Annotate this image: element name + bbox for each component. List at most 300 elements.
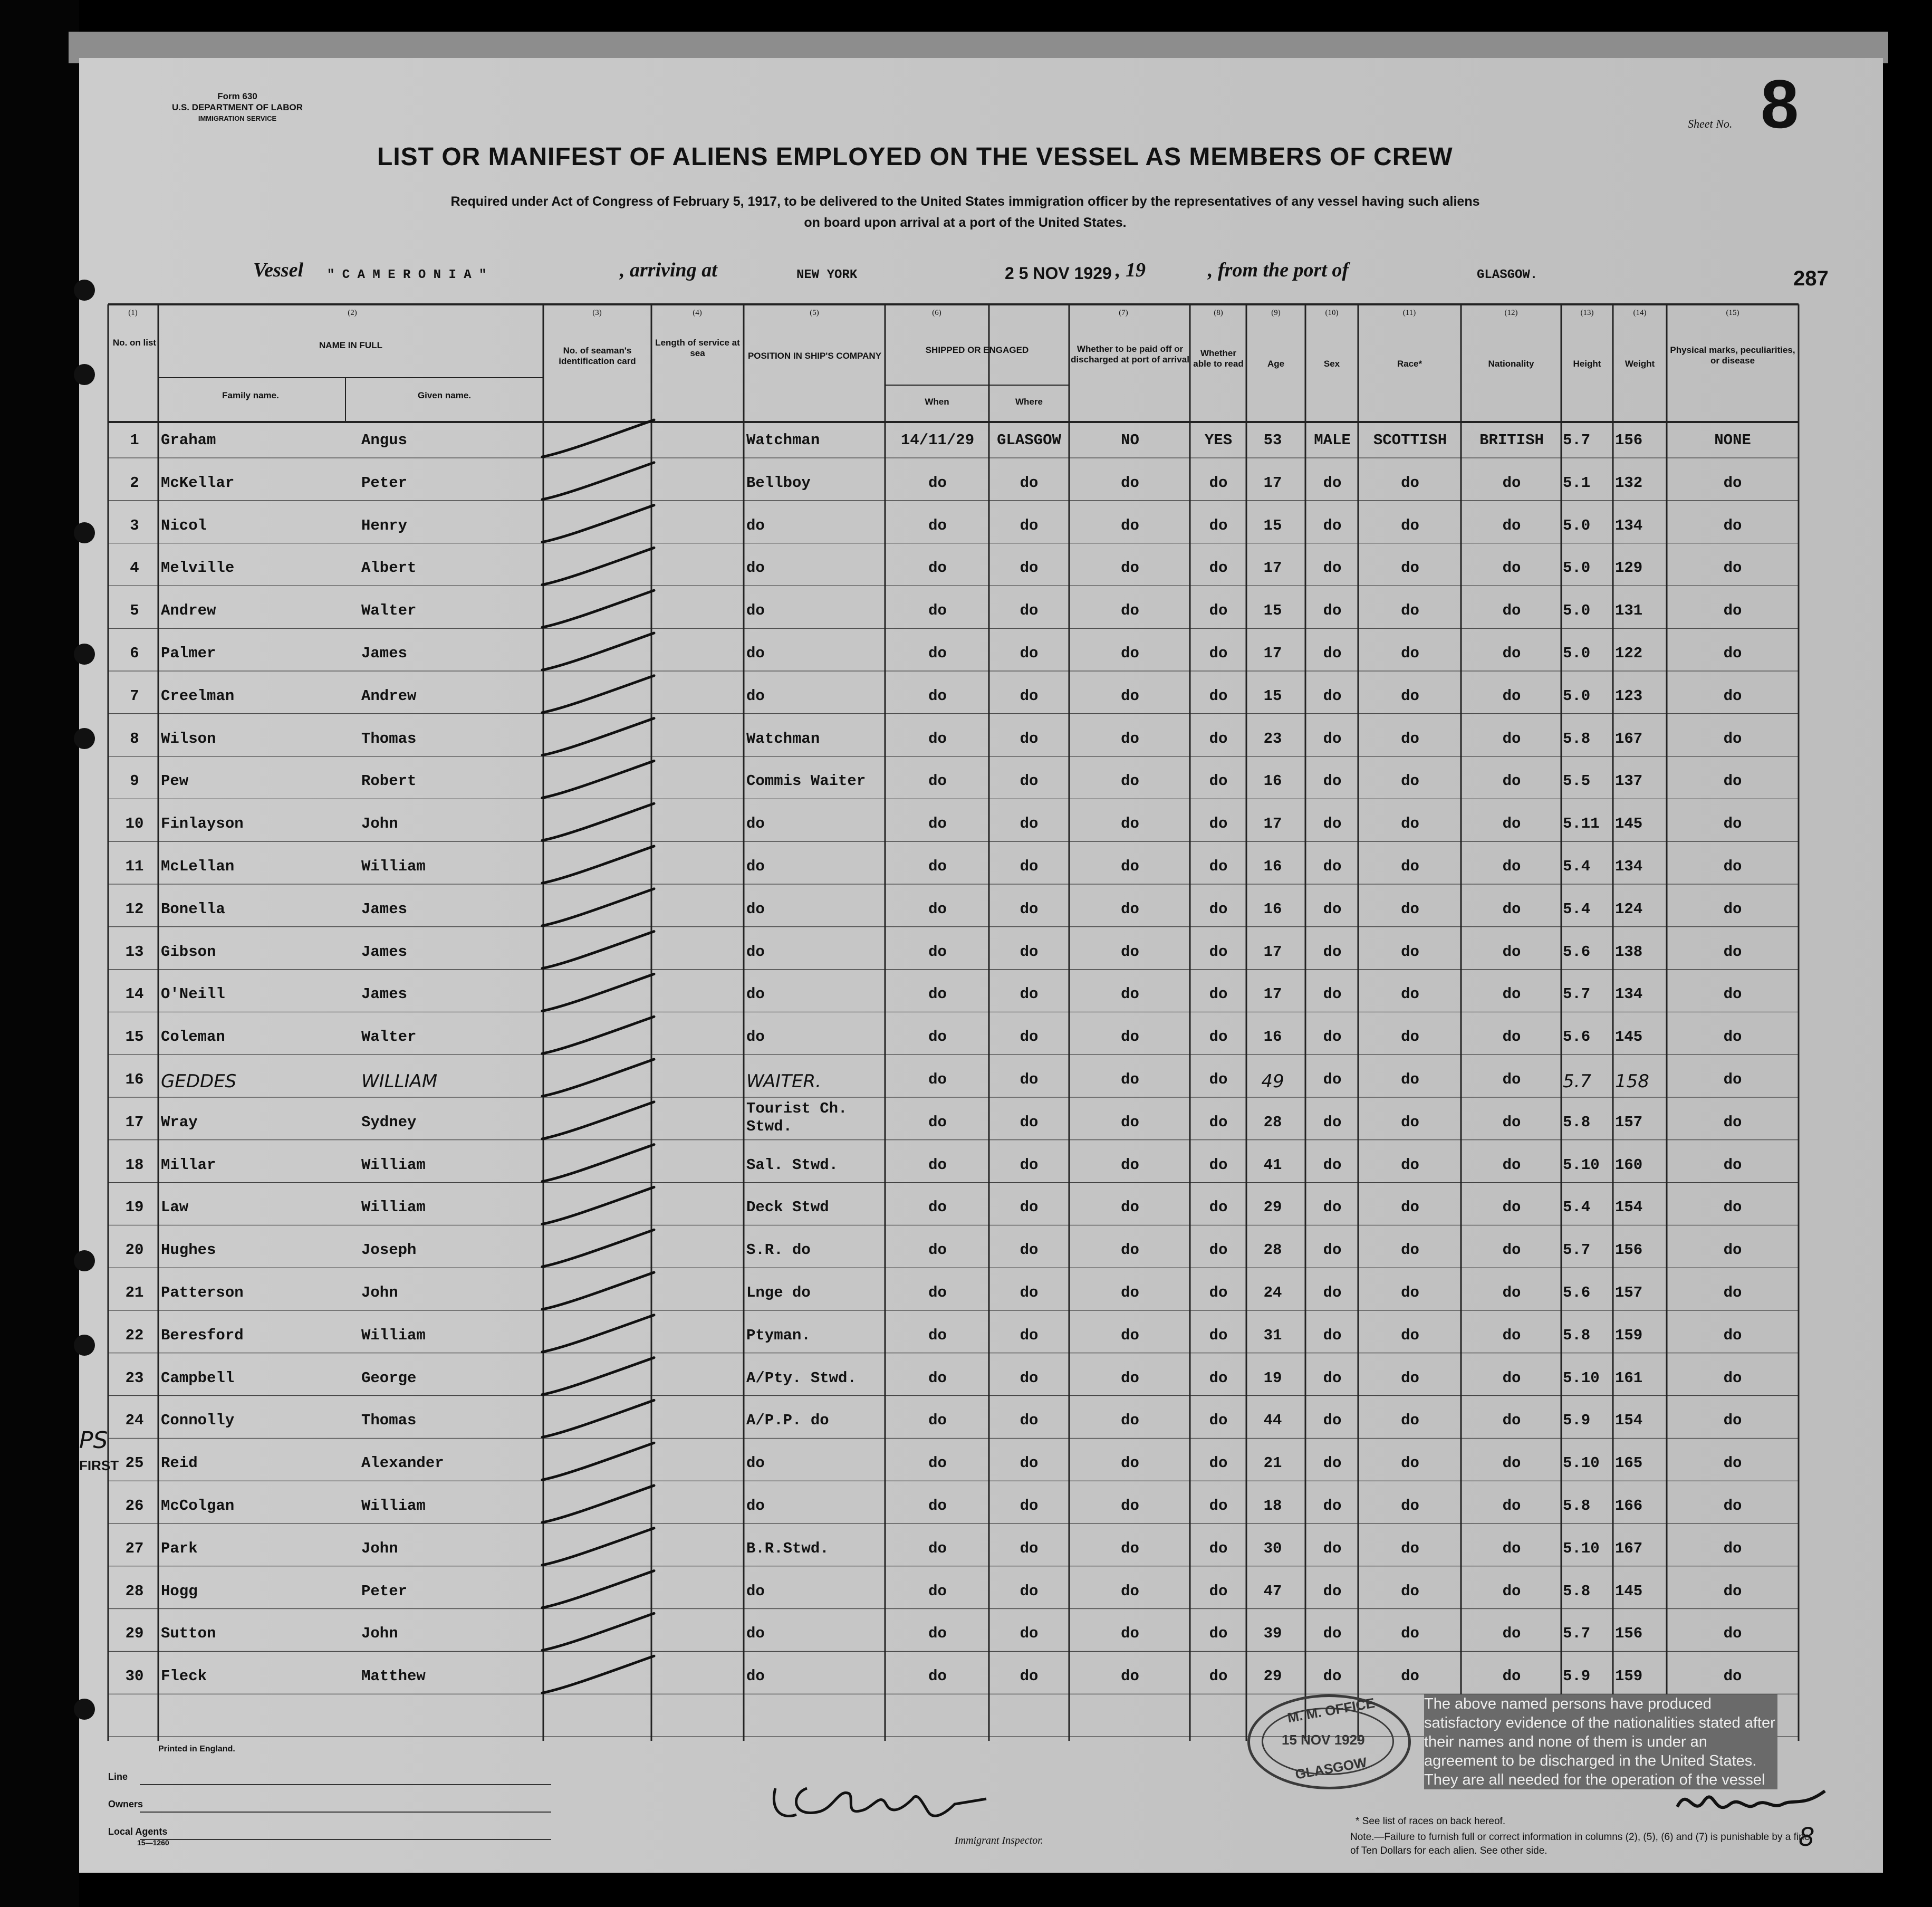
nationality: do xyxy=(1502,900,1521,918)
family-name: Melville xyxy=(161,559,235,577)
height: 5.8 xyxy=(1563,1497,1591,1515)
column-number: (3) xyxy=(592,309,602,317)
position: Lnge do xyxy=(746,1284,811,1301)
shipped-where: do xyxy=(1020,858,1039,875)
shipped-where: do xyxy=(1020,1028,1039,1046)
header-name-in-full: NAME IN FULL xyxy=(319,340,382,350)
stamp-bottom-text: GLASGOW xyxy=(1294,1754,1368,1783)
able-to-read: do xyxy=(1209,1582,1228,1600)
arriving-label: , arriving at xyxy=(620,259,717,281)
position: do xyxy=(746,858,765,875)
paid-off: do xyxy=(1121,1071,1139,1088)
position: do xyxy=(746,943,765,961)
row-number: 16 xyxy=(125,1071,144,1088)
family-name: Fleck xyxy=(161,1668,207,1685)
shipped-where: do xyxy=(1020,1284,1039,1301)
shipped-when: do xyxy=(928,1028,947,1046)
given-name: William xyxy=(361,1199,426,1216)
height: 5.1 xyxy=(1563,474,1591,492)
family-name: Hogg xyxy=(161,1582,198,1600)
position: do xyxy=(746,516,765,534)
given-name: James xyxy=(361,985,408,1003)
family-name: Finlayson xyxy=(161,815,244,833)
age: 41 xyxy=(1263,1156,1282,1174)
age: 29 xyxy=(1263,1199,1282,1216)
able-to-read: do xyxy=(1209,730,1228,748)
nationality: BRITISH xyxy=(1479,432,1544,449)
position: Commis Waiter xyxy=(746,772,866,790)
weight: 131 xyxy=(1615,602,1643,620)
paid-off: do xyxy=(1121,858,1139,875)
inspector-signature-icon xyxy=(760,1767,1002,1836)
able-to-read: do xyxy=(1209,1668,1228,1685)
height: 5.8 xyxy=(1563,730,1591,748)
nationality: do xyxy=(1502,1028,1521,1046)
height: 5.0 xyxy=(1563,645,1591,662)
column-number: (15) xyxy=(1726,309,1739,317)
physical-marks: do xyxy=(1723,1369,1742,1387)
given-name: Angus xyxy=(361,432,408,449)
nationality: do xyxy=(1502,943,1521,961)
family-name: Sutton xyxy=(161,1625,216,1643)
weight: 123 xyxy=(1615,687,1643,705)
shipped-where: do xyxy=(1020,1454,1039,1472)
sex: do xyxy=(1323,985,1342,1003)
race: do xyxy=(1401,1369,1419,1387)
nationality: do xyxy=(1502,474,1521,492)
weight: 132 xyxy=(1615,474,1643,492)
shipped-when: do xyxy=(928,985,947,1003)
sex: do xyxy=(1323,772,1342,790)
given-name: Thomas xyxy=(361,1412,417,1430)
sex: do xyxy=(1323,1497,1342,1515)
sex: do xyxy=(1323,1668,1342,1685)
able-to-read: do xyxy=(1209,1199,1228,1216)
corner-mark: 8 xyxy=(1799,1823,1815,1852)
row-number: 30 xyxy=(125,1668,144,1685)
position: Watchman xyxy=(746,730,820,748)
header-family-name: Family name. xyxy=(222,390,279,400)
family-name: Gibson xyxy=(161,943,216,961)
position: do xyxy=(746,1582,765,1600)
paid-off: do xyxy=(1121,1539,1139,1557)
given-name: Matthew xyxy=(361,1668,426,1685)
able-to-read: do xyxy=(1209,1625,1228,1643)
physical-marks: do xyxy=(1723,1071,1742,1088)
paid-off: do xyxy=(1121,1454,1139,1472)
position: Watchman xyxy=(746,432,820,449)
family-name: Reid xyxy=(161,1454,198,1472)
age: 17 xyxy=(1263,559,1282,577)
given-name: Albert xyxy=(361,559,417,577)
row-number: 11 xyxy=(125,858,144,875)
position: do xyxy=(746,602,765,620)
race: do xyxy=(1401,985,1419,1003)
height: 5.4 xyxy=(1563,1199,1591,1216)
paid-off: do xyxy=(1121,559,1139,577)
weight: 134 xyxy=(1615,985,1643,1003)
height: 5.6 xyxy=(1563,1284,1591,1301)
able-to-read: YES xyxy=(1204,432,1233,449)
nationality: do xyxy=(1502,730,1521,748)
shipped-when: do xyxy=(928,1199,947,1216)
punch-hole xyxy=(74,728,95,749)
punch-hole xyxy=(74,522,95,543)
shipped-when: do xyxy=(928,516,947,534)
given-name: Andrew xyxy=(361,687,417,705)
page-subtitle xyxy=(200,191,1730,233)
shipped-when: do xyxy=(928,645,947,662)
shipped-when: 14/11/29 xyxy=(900,432,975,449)
age: 17 xyxy=(1263,815,1282,833)
paid-off: do xyxy=(1121,900,1139,918)
nationality: do xyxy=(1502,1071,1521,1088)
page-title: LIST OR MANIFEST OF ALIENS EMPLOYED ON THE VESSEL AS MEMBERS OF CREW xyxy=(377,143,1453,171)
shipped-where: do xyxy=(1020,602,1039,620)
sheet-label: Sheet No. xyxy=(1688,117,1733,130)
column-number: (11) xyxy=(1402,309,1416,317)
row-number: 24 xyxy=(125,1412,144,1430)
age: 17 xyxy=(1263,943,1282,961)
shipped-when: do xyxy=(928,602,947,620)
sex: do xyxy=(1323,1454,1342,1472)
shipped-where: do xyxy=(1020,1326,1039,1344)
position: Ptyman. xyxy=(746,1326,811,1344)
physical-marks: do xyxy=(1723,1113,1742,1131)
shipped-where: do xyxy=(1020,815,1039,833)
given-name: Robert xyxy=(361,772,417,790)
paid-off: do xyxy=(1121,1369,1139,1387)
vessel-label: Vessel xyxy=(253,259,303,281)
physical-marks: do xyxy=(1723,1156,1742,1174)
shipped-where: do xyxy=(1020,474,1039,492)
header-where: Where xyxy=(1015,397,1043,407)
family-name: Wilson xyxy=(161,730,216,748)
from-port: GLASGOW. xyxy=(1477,268,1538,282)
paid-off: do xyxy=(1121,1113,1139,1131)
shipped-when: do xyxy=(928,1412,947,1430)
physical-marks: do xyxy=(1723,900,1742,918)
family-name: Andrew xyxy=(161,602,216,620)
nationality: do xyxy=(1502,602,1521,620)
shipped-where: do xyxy=(1020,943,1039,961)
nationality: do xyxy=(1502,1454,1521,1472)
row-number: 1 xyxy=(130,432,139,449)
shipped-where: do xyxy=(1020,1199,1039,1216)
position: do xyxy=(746,1028,765,1046)
paid-off: do xyxy=(1121,1625,1139,1643)
physical-marks: do xyxy=(1723,858,1742,875)
age: 28 xyxy=(1263,1113,1282,1131)
race: do xyxy=(1401,687,1419,705)
shipped-when: do xyxy=(928,474,947,492)
sex: do xyxy=(1323,730,1342,748)
header-able-read: Whether able to read xyxy=(1193,348,1244,369)
sex: do xyxy=(1323,516,1342,534)
weight: 145 xyxy=(1615,815,1643,833)
column-number: (9) xyxy=(1271,309,1281,317)
able-to-read: do xyxy=(1209,1113,1228,1131)
position: A/P.P. do xyxy=(746,1412,829,1430)
header-sex: Sex xyxy=(1323,359,1340,369)
able-to-read: do xyxy=(1209,943,1228,961)
able-to-read: do xyxy=(1209,1412,1228,1430)
nationality: do xyxy=(1502,772,1521,790)
page-number: 287 xyxy=(1793,267,1829,290)
height: 5.7 xyxy=(1563,985,1591,1003)
paid-off: do xyxy=(1121,1199,1139,1216)
height: 5.9 xyxy=(1563,1668,1591,1685)
position: B.R.Stwd. xyxy=(746,1539,829,1557)
shipped-when: do xyxy=(928,1539,947,1557)
nationality-declaration: The above named persons have produced satisfactory evidence of the nationalities stated after their names and none of them is under an agreement to be discharged in the United States. They are all needed for the operation of the vessel xyxy=(1424,1694,1777,1789)
position: WAITER. xyxy=(746,1071,821,1092)
shipped-when: do xyxy=(928,1284,947,1301)
position: Deck Stwd xyxy=(746,1199,829,1216)
height: 5.0 xyxy=(1563,559,1591,577)
family-name: Hughes xyxy=(161,1241,216,1259)
position: S.R. do xyxy=(746,1241,811,1259)
physical-marks: do xyxy=(1723,1284,1742,1301)
family-name: McKellar xyxy=(161,474,235,492)
local-agents-label: Local Agents xyxy=(108,1826,168,1837)
sex: do xyxy=(1323,687,1342,705)
age: 47 xyxy=(1263,1582,1282,1600)
given-name: William xyxy=(361,1156,426,1174)
given-name: James xyxy=(361,900,408,918)
nationality: do xyxy=(1502,1412,1521,1430)
nationality: do xyxy=(1502,815,1521,833)
race: do xyxy=(1401,1668,1419,1685)
height: 5.6 xyxy=(1563,943,1591,961)
shipped-where: do xyxy=(1020,645,1039,662)
weight: 122 xyxy=(1615,645,1643,662)
row-number: 8 xyxy=(130,730,139,748)
row-number: 14 xyxy=(125,985,144,1003)
family-name: Millar xyxy=(161,1156,216,1174)
year-label: , 19 xyxy=(1116,259,1146,281)
given-name: John xyxy=(361,1284,398,1301)
shipped-when: do xyxy=(928,772,947,790)
height: 5.6 xyxy=(1563,1028,1591,1046)
sex: do xyxy=(1323,602,1342,620)
race: SCOTTISH xyxy=(1373,432,1447,449)
weight: 161 xyxy=(1615,1369,1643,1387)
given-name: Peter xyxy=(361,474,408,492)
physical-marks: NONE xyxy=(1714,432,1751,449)
age: 15 xyxy=(1263,602,1282,620)
column-number: (7) xyxy=(1119,309,1128,317)
age: 53 xyxy=(1263,432,1282,449)
position: Tourist Ch. Stwd. xyxy=(746,1099,848,1135)
weight: 157 xyxy=(1615,1113,1643,1131)
column-number: (14) xyxy=(1633,309,1647,317)
age: 17 xyxy=(1263,474,1282,492)
sex: do xyxy=(1323,900,1342,918)
paid-off: do xyxy=(1121,1241,1139,1259)
physical-marks: do xyxy=(1723,687,1742,705)
race: do xyxy=(1401,559,1419,577)
physical-marks: do xyxy=(1723,1497,1742,1515)
weight: 134 xyxy=(1615,858,1643,875)
height: 5.7 xyxy=(1563,1625,1591,1643)
family-name: McLellan xyxy=(161,858,235,875)
height: 5.8 xyxy=(1563,1326,1591,1344)
able-to-read: do xyxy=(1209,645,1228,662)
header-age: Age xyxy=(1267,359,1285,369)
position: Bellboy xyxy=(746,474,811,492)
nationality: do xyxy=(1502,1668,1521,1685)
paid-off: do xyxy=(1121,1156,1139,1174)
able-to-read: do xyxy=(1209,815,1228,833)
shipped-when: do xyxy=(928,900,947,918)
owners-label: Owners xyxy=(108,1799,143,1809)
given-name: Sydney xyxy=(361,1113,417,1131)
sex: do xyxy=(1323,1326,1342,1344)
sex: do xyxy=(1323,1241,1342,1259)
nationality: do xyxy=(1502,645,1521,662)
able-to-read: do xyxy=(1209,559,1228,577)
physical-marks: do xyxy=(1723,815,1742,833)
shipped-when: do xyxy=(928,1241,947,1259)
sex: do xyxy=(1323,1625,1342,1643)
race: do xyxy=(1401,1028,1419,1046)
able-to-read: do xyxy=(1209,687,1228,705)
position: do xyxy=(746,559,765,577)
height: 5.0 xyxy=(1563,687,1591,705)
age: 44 xyxy=(1263,1412,1282,1430)
paid-off: do xyxy=(1121,815,1139,833)
physical-marks: do xyxy=(1723,1625,1742,1643)
sex: do xyxy=(1323,1071,1342,1088)
race: do xyxy=(1401,1326,1419,1344)
sex: MALE xyxy=(1314,432,1351,449)
weight: 159 xyxy=(1615,1668,1643,1685)
age: 15 xyxy=(1263,687,1282,705)
punch-hole xyxy=(74,1250,95,1271)
physical-marks: do xyxy=(1723,943,1742,961)
subtitle-line-1: Required under Act of Congress of February 5, 1917, to be delivered to the United States immigration officer by the representatives of any vessel having such aliens xyxy=(450,194,1480,209)
weight: 145 xyxy=(1615,1028,1643,1046)
given-name: Walter xyxy=(361,602,417,620)
position: A/Pty. Stwd. xyxy=(746,1369,857,1387)
able-to-read: do xyxy=(1209,1326,1228,1344)
header-given-name: Given name. xyxy=(417,390,472,400)
line-label: Line xyxy=(108,1771,128,1782)
age: 30 xyxy=(1263,1539,1282,1557)
able-to-read: do xyxy=(1209,1156,1228,1174)
paid-off: do xyxy=(1121,1284,1139,1301)
row-number: 18 xyxy=(125,1156,144,1174)
physical-marks: do xyxy=(1723,516,1742,534)
paid-off: do xyxy=(1121,943,1139,961)
height: 5.5 xyxy=(1563,772,1591,790)
header-shipped: SHIPPED OR ENGAGED xyxy=(925,345,1029,355)
physical-marks: do xyxy=(1723,1028,1742,1046)
shipped-where: GLASGOW xyxy=(997,432,1061,449)
paid-off: do xyxy=(1121,1497,1139,1515)
height: 5.7 xyxy=(1563,1071,1592,1092)
punch-hole xyxy=(74,280,95,301)
row-number: 20 xyxy=(125,1241,144,1259)
nationality: do xyxy=(1502,1582,1521,1600)
row-number: 4 xyxy=(130,559,139,577)
column-number: (2) xyxy=(348,309,357,317)
column-number: (8) xyxy=(1214,309,1223,317)
sex: do xyxy=(1323,559,1342,577)
nationality: do xyxy=(1502,1497,1521,1515)
able-to-read: do xyxy=(1209,858,1228,875)
given-name: John xyxy=(361,1625,398,1643)
weight: 124 xyxy=(1615,900,1643,918)
position: do xyxy=(746,687,765,705)
able-to-read: do xyxy=(1209,772,1228,790)
shipped-where: do xyxy=(1020,1582,1039,1600)
column-number: (4) xyxy=(693,309,702,317)
race: do xyxy=(1401,730,1419,748)
family-name: Patterson xyxy=(161,1284,244,1301)
weight: 159 xyxy=(1615,1326,1643,1344)
form-number: Form 630 xyxy=(217,91,257,101)
given-name: Peter xyxy=(361,1582,408,1600)
weight: 167 xyxy=(1615,1539,1643,1557)
age: 23 xyxy=(1263,730,1282,748)
weight: 165 xyxy=(1615,1454,1643,1472)
race: do xyxy=(1401,900,1419,918)
row-number: 19 xyxy=(125,1199,144,1216)
race: do xyxy=(1401,602,1419,620)
race-footnote: * See list of races on back hereof. xyxy=(1356,1816,1506,1827)
sex: do xyxy=(1323,1369,1342,1387)
punch-hole xyxy=(74,364,95,385)
paid-off: do xyxy=(1121,772,1139,790)
age: 29 xyxy=(1263,1668,1282,1685)
shipped-where: do xyxy=(1020,772,1039,790)
race: do xyxy=(1401,1284,1419,1301)
paid-off: do xyxy=(1121,985,1139,1003)
row-number: 17 xyxy=(125,1113,144,1131)
paid-off: do xyxy=(1121,1028,1139,1046)
family-name: Park xyxy=(161,1539,198,1557)
paid-off: do xyxy=(1121,687,1139,705)
given-name: John xyxy=(361,815,398,833)
nationality: do xyxy=(1502,559,1521,577)
row-number: 22 xyxy=(125,1326,144,1344)
service: IMMIGRATION SERVICE xyxy=(198,114,277,122)
family-name: GEDDES xyxy=(161,1071,237,1092)
column-number: (6) xyxy=(932,309,941,317)
age: 24 xyxy=(1263,1284,1282,1301)
physical-marks: do xyxy=(1723,1326,1742,1344)
race: do xyxy=(1401,1625,1419,1643)
family-name: Bonella xyxy=(161,900,225,918)
nationality: do xyxy=(1502,1625,1521,1643)
margin-note-first: FIRST xyxy=(79,1458,119,1473)
able-to-read: do xyxy=(1209,1028,1228,1046)
able-to-read: do xyxy=(1209,985,1228,1003)
position: do xyxy=(746,1454,765,1472)
nationality: do xyxy=(1502,1284,1521,1301)
race: do xyxy=(1401,1241,1419,1259)
row-number: 7 xyxy=(130,687,139,705)
column-number: (1) xyxy=(128,309,138,317)
weight: 158 xyxy=(1615,1071,1649,1092)
physical-marks: do xyxy=(1723,602,1742,620)
age: 16 xyxy=(1263,772,1282,790)
race: do xyxy=(1401,1071,1419,1088)
height: 5.0 xyxy=(1563,516,1591,534)
able-to-read: do xyxy=(1209,1497,1228,1515)
